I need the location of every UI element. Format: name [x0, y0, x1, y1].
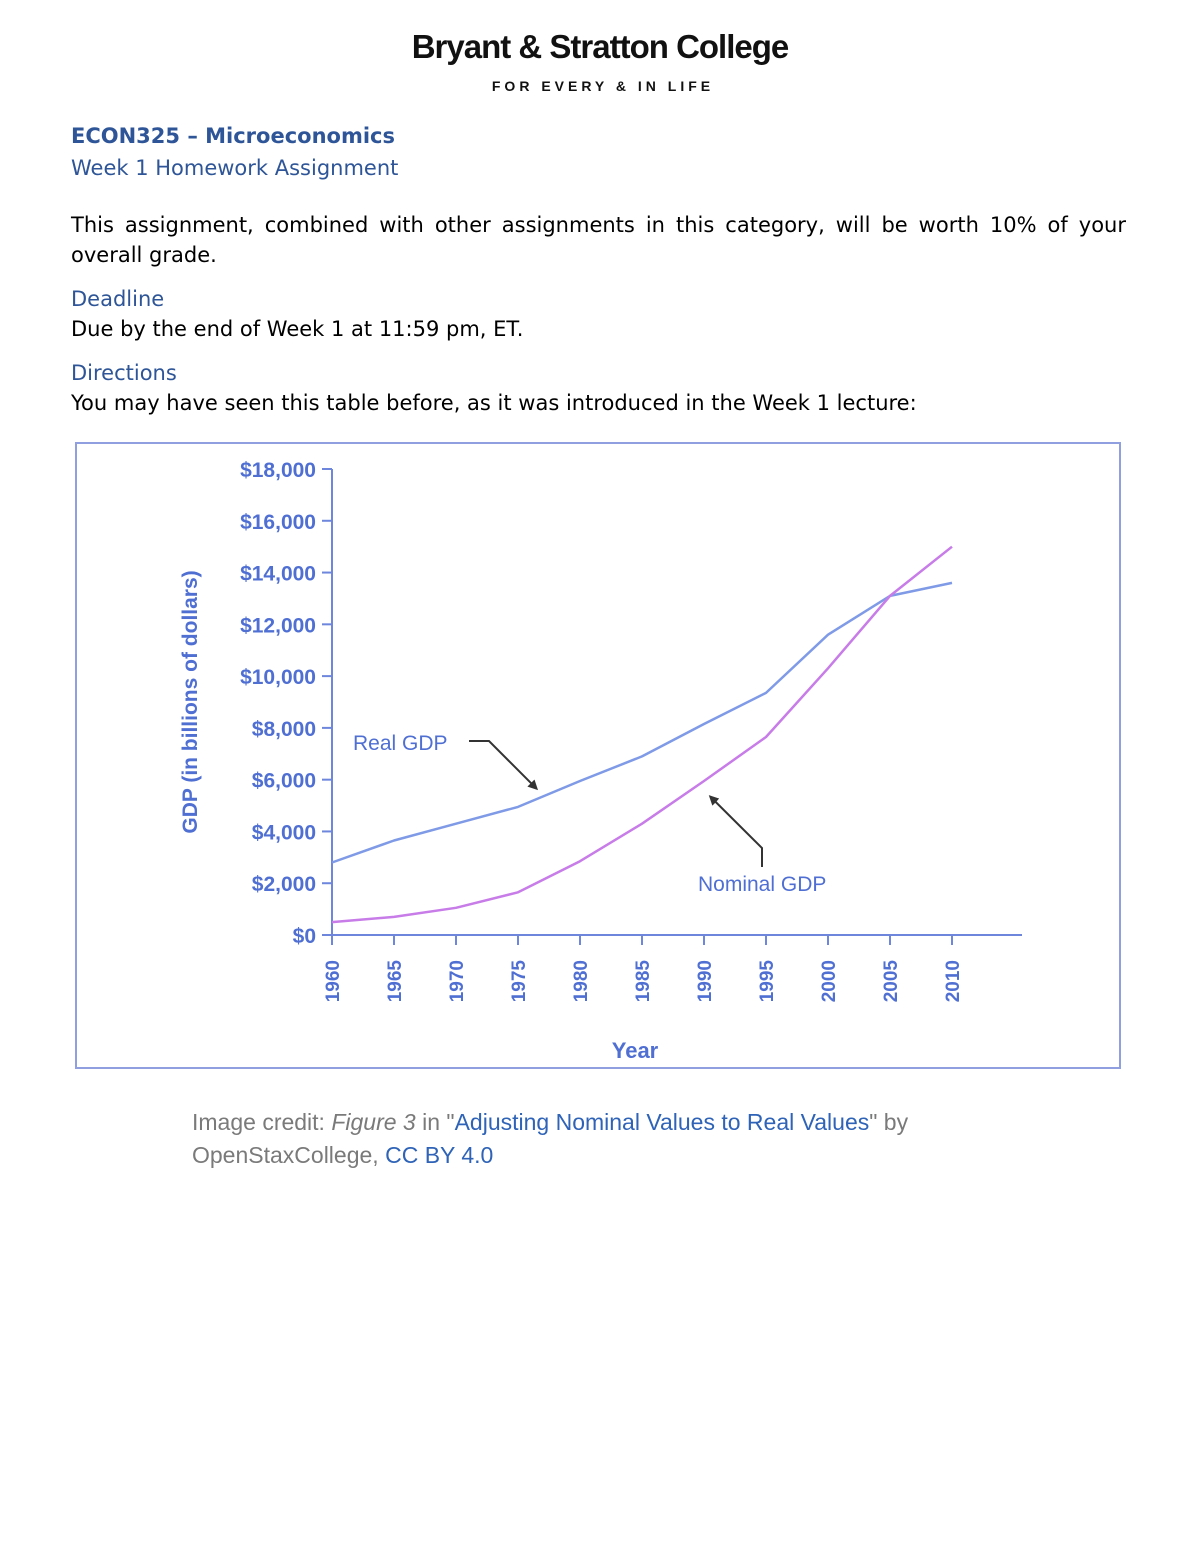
credit-prefix: Image credit:: [192, 1109, 332, 1135]
x-tick-label: 2005: [881, 960, 902, 1003]
college-logo-text: Bryant & Stratton College: [411, 28, 789, 65]
credit-in: in ": [415, 1109, 455, 1135]
x-tick-label: 1960: [323, 960, 344, 1003]
image-credit: [192, 1106, 992, 1172]
deadline-text: Due by the end of Week 1 at 11:59 pm, ET.: [71, 317, 524, 341]
x-tick-label: 1990: [695, 960, 716, 1003]
gdp-line-chart: [77, 444, 1119, 1067]
y-tick-label: $16,000: [240, 510, 316, 534]
y-tick-label: $14,000: [240, 562, 316, 586]
real-gdp-annotation-label: Real GDP: [353, 732, 448, 755]
directions-text: You may have seen this table before, as it was introduced in the Week 1 lecture:: [71, 391, 917, 415]
credit-author: OpenStaxCollege,: [192, 1142, 386, 1168]
y-tick-label: $6,000: [251, 769, 316, 793]
x-tick-label: 1980: [571, 960, 592, 1003]
y-tick-label: $0: [292, 925, 316, 948]
credit-license-link[interactable]: CC BY 4.0: [385, 1142, 494, 1168]
directions-heading: Directions: [71, 361, 177, 385]
x-tick-label: 1970: [447, 960, 468, 1003]
y-tick-label: $10,000: [240, 666, 316, 690]
nominal-gdp-annotation-arrow: [710, 797, 762, 868]
credit-by: " by: [869, 1109, 909, 1135]
brand-header: [0, 28, 1200, 94]
y-tick-label: $18,000: [240, 459, 316, 482]
nominal-gdp-annotation-label: Nominal GDP: [698, 873, 827, 896]
y-tick-label: $4,000: [251, 821, 316, 845]
college-tagline: FOR EVERY & IN LIFE: [491, 78, 715, 94]
deadline-heading: Deadline: [71, 287, 165, 311]
x-tick-label: 2000: [819, 960, 840, 1003]
credit-title-link[interactable]: Adjusting Nominal Values to Real Values: [454, 1109, 870, 1135]
y-tick-label: $2,000: [251, 873, 316, 897]
x-tick-label: 1985: [633, 960, 654, 1003]
x-axis-title: Year: [611, 1038, 659, 1063]
y-axis-title: GDP (in billions of dollars): [179, 570, 202, 834]
document-body: [71, 120, 1126, 418]
x-tick-label: 1995: [757, 960, 778, 1003]
credit-figure: Figure 3: [331, 1109, 416, 1135]
y-tick-label: $8,000: [251, 717, 316, 741]
x-tick-label: 1975: [509, 960, 530, 1003]
gdp-figure: [75, 442, 1121, 1069]
real-gdp-annotation-arrow: [469, 741, 537, 789]
intro-paragraph: This assignment, combined with other assignments in this category, will be worth 10% of your overall grade.: [71, 213, 1126, 267]
x-tick-label: 1965: [385, 960, 406, 1003]
assignment-title: Week 1 Homework Assignment: [71, 156, 399, 180]
x-tick-label: 2010: [943, 960, 964, 1003]
real-gdp-line: [332, 583, 952, 863]
y-tick-label: $12,000: [240, 614, 316, 638]
course-title: ECON325 – Microeconomics: [71, 124, 395, 148]
